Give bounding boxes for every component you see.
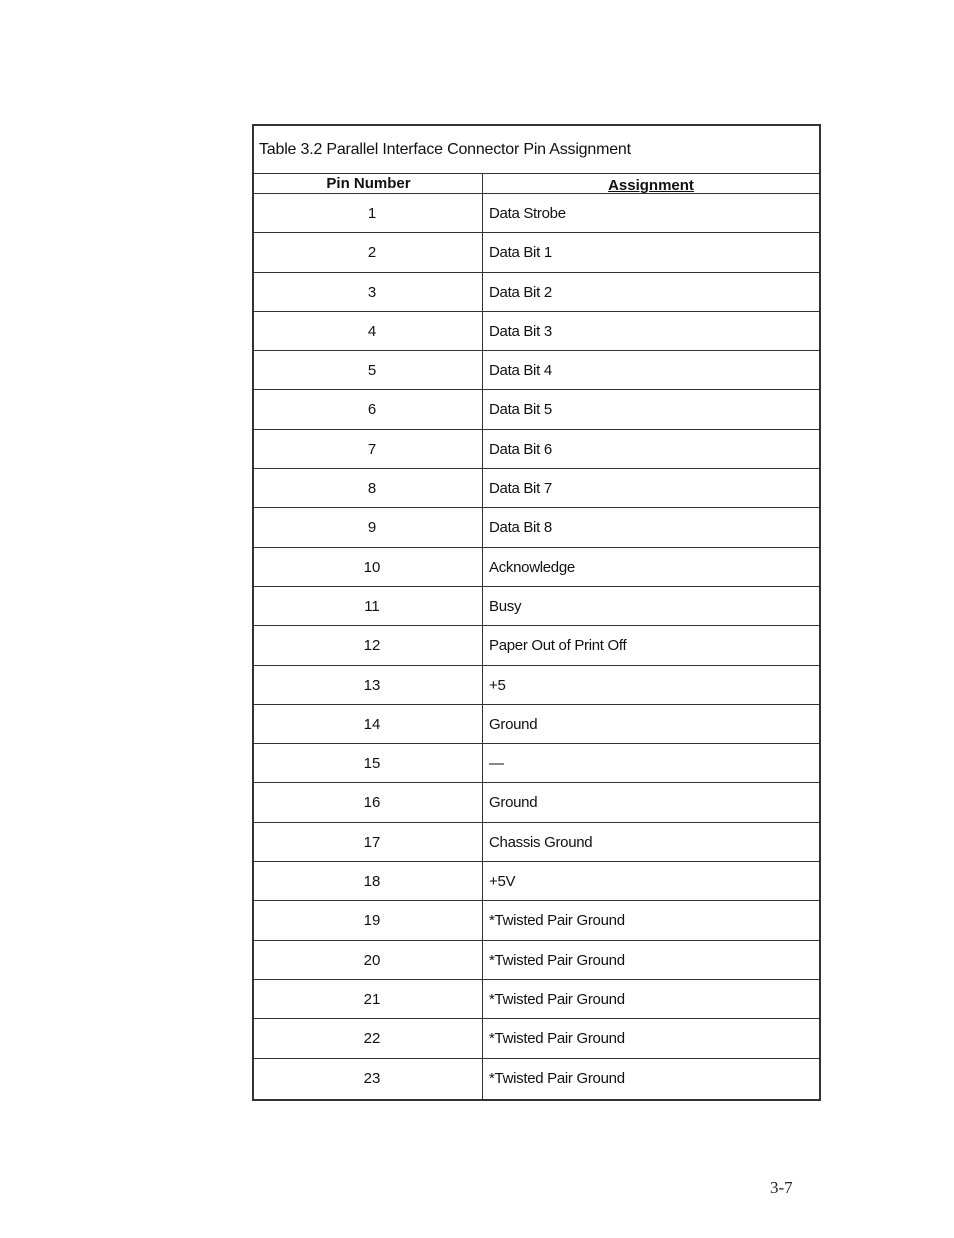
table-row: [254, 469, 819, 508]
pin-number-cell: 21: [363, 990, 381, 1008]
assignment-cell: Busy: [489, 597, 522, 615]
pin-number-cell: 17: [363, 833, 381, 851]
assignment-cell: Data Bit 6: [489, 440, 552, 458]
table-row: [254, 351, 819, 390]
pin-number-cell: 15: [363, 755, 381, 773]
pin-number-cell: 1: [367, 205, 377, 222]
table-row: [254, 233, 819, 272]
assignment-cell: *Twisted Pair Ground: [489, 1030, 625, 1048]
assignment-cell: Ground: [489, 794, 538, 812]
table-row: [254, 1019, 819, 1058]
header-assignment: Assignment: [608, 177, 694, 194]
assignment-cell: *Twisted Pair Ground: [489, 990, 625, 1008]
pin-number-cell: 4: [367, 322, 377, 340]
table-row: [254, 1059, 819, 1098]
table-body: [254, 194, 819, 1098]
table-row: [254, 430, 819, 469]
page-number: 3-7: [770, 1178, 793, 1197]
table-row: [254, 587, 819, 626]
table-row: [254, 390, 819, 429]
assignment-cell: Data Bit 1: [489, 244, 552, 262]
pin-number-cell: 2: [367, 244, 377, 262]
pin-number-cell: 3: [367, 283, 377, 301]
table-row: [254, 901, 819, 940]
assignment-cell: *Twisted Pair Ground: [489, 951, 625, 969]
table-row: [254, 783, 819, 822]
pin-number-cell: 12: [363, 637, 381, 655]
pin-number-cell: 16: [363, 794, 381, 812]
pin-number-cell: 10: [363, 558, 381, 576]
pin-number-cell: 5: [367, 362, 377, 380]
pin-number-cell: 20: [363, 951, 381, 969]
table-caption: Table 3.2 Parallel Interface Connector Pin Assignment: [254, 126, 819, 174]
assignment-cell: Data Bit 4: [489, 362, 552, 380]
pin-number-cell: 8: [367, 480, 377, 498]
pin-number-cell: 11: [364, 597, 380, 615]
table-header-row: [254, 174, 819, 194]
pin-number-cell: 9: [367, 519, 377, 537]
pin-number-cell: 22: [363, 1030, 381, 1048]
table-row: [254, 705, 819, 744]
assignment-cell: Data Bit 2: [489, 283, 552, 301]
table-row: [254, 508, 819, 547]
assignment-cell: Ground: [489, 715, 538, 733]
table-row: [254, 980, 819, 1019]
table-row: [254, 548, 819, 587]
assignment-cell: Paper Out of Print Off: [489, 637, 627, 655]
assignment-cell: Chassis Ground: [489, 833, 593, 851]
table-row: [254, 744, 819, 783]
assignment-cell: Data Bit 3: [489, 322, 552, 340]
header-pin-number: Pin Number: [326, 175, 411, 192]
assignment-cell: Data Bit 7: [489, 480, 552, 498]
table-row: [254, 862, 819, 901]
assignment-cell: *Twisted Pair Ground: [489, 1069, 625, 1087]
table-row: [254, 666, 819, 705]
pin-number-cell: 13: [363, 676, 381, 694]
assignment-cell: +5V: [489, 873, 516, 891]
pin-number-cell: 7: [367, 440, 377, 458]
pin-number-cell: 14: [363, 715, 381, 733]
assignment-cell: —: [489, 755, 504, 773]
assignment-cell: Data Bit 8: [489, 519, 552, 537]
pin-number-cell: 19: [363, 912, 381, 930]
table-row: [254, 312, 819, 351]
assignment-cell: Data Bit 5: [489, 401, 552, 419]
pin-assignment-table: [252, 124, 821, 1101]
assignment-cell: *Twisted Pair Ground: [489, 912, 625, 930]
pin-number-cell: 6: [367, 401, 377, 419]
table-row: [254, 823, 819, 862]
assignment-cell: +5: [489, 676, 506, 694]
table-row: [254, 194, 819, 233]
assignment-cell: Acknowledge: [489, 558, 575, 576]
table-row: [254, 273, 819, 312]
table-row: [254, 626, 819, 665]
table-row: [254, 941, 819, 980]
pin-number-cell: 23: [363, 1069, 381, 1087]
pin-number-cell: 18: [363, 873, 381, 891]
assignment-cell: Data Strobe: [489, 205, 566, 222]
